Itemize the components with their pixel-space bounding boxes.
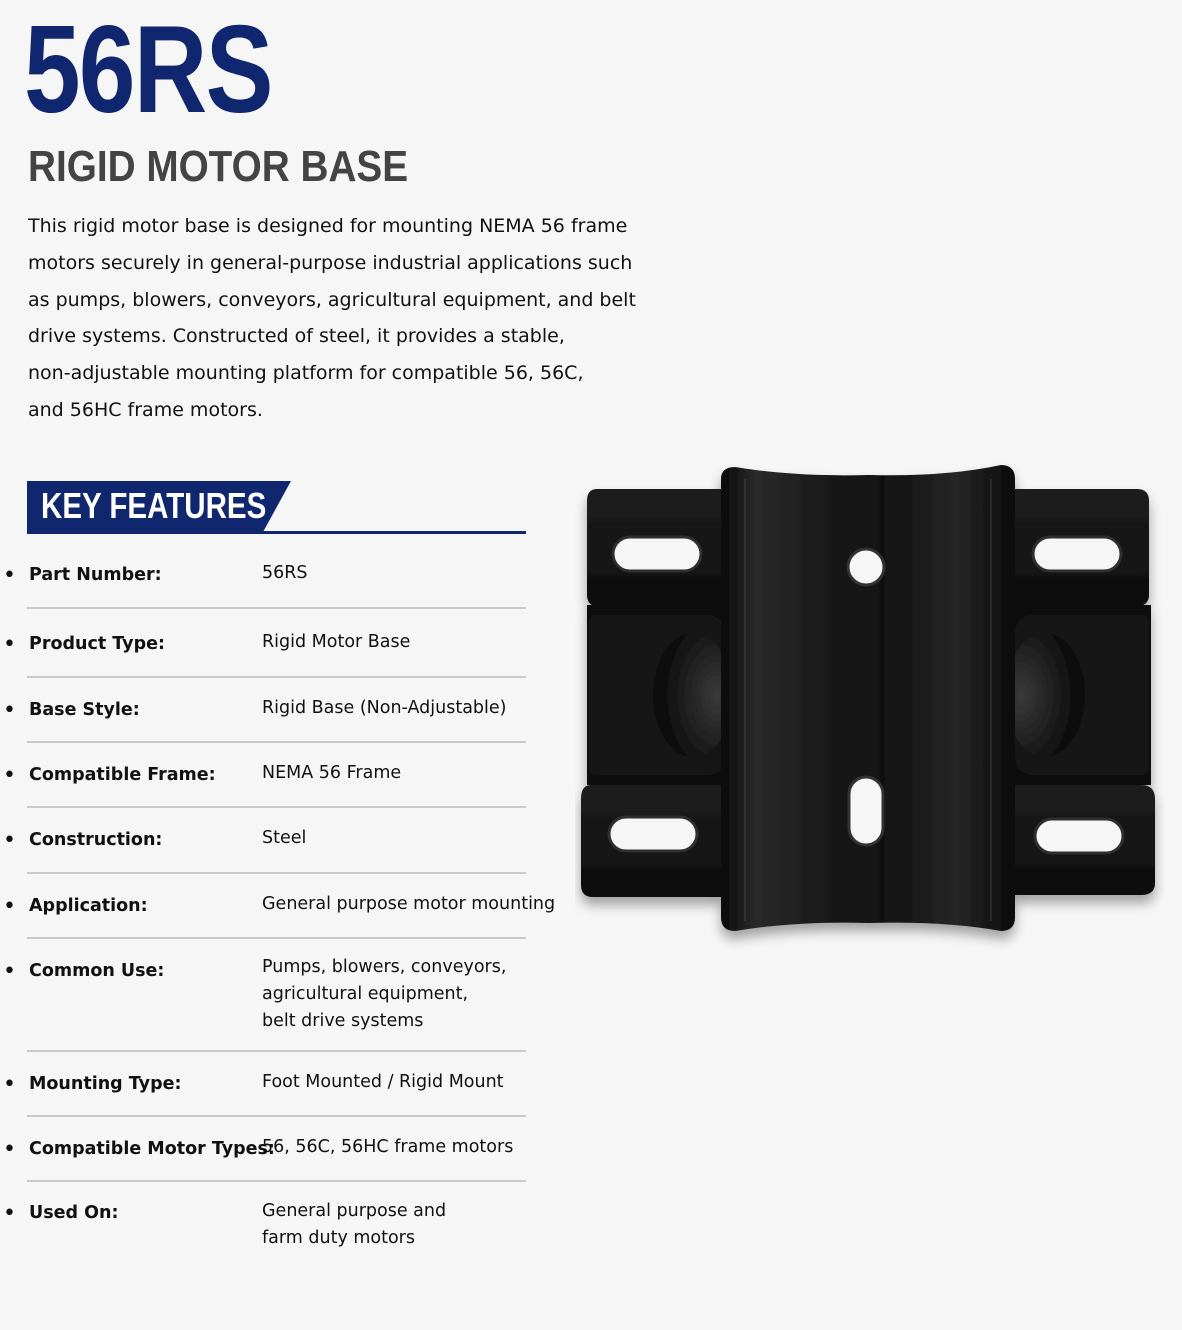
bullet-icon: • — [3, 1137, 16, 1162]
feature-value — [262, 1069, 504, 1096]
description-line: motors securely in general-purpose industrial applications such — [28, 251, 633, 274]
slot-hole-top-right — [1033, 537, 1121, 571]
description-line: as pumps, blowers, conveyors, agricultural equipment, and belt — [28, 288, 636, 311]
feature-label: Part Number: — [29, 565, 162, 585]
slot-hole-top-left — [613, 537, 701, 571]
bullet-icon: • — [3, 959, 16, 984]
round-hole — [848, 549, 884, 585]
center-channel — [721, 465, 1015, 931]
bullet-icon: • — [3, 1201, 16, 1226]
slotted-hole — [849, 777, 883, 845]
row-divider — [27, 806, 526, 808]
row-divider — [27, 937, 526, 939]
feature-label: Mounting Type: — [29, 1074, 182, 1094]
slot-hole-bottom-right — [1035, 819, 1123, 853]
feature-label: Construction: — [29, 830, 163, 850]
bullet-icon: • — [3, 763, 16, 788]
feature-label: Used On: — [29, 1203, 119, 1223]
feature-value-line: General purpose and — [262, 1201, 447, 1221]
description-line: and 56HC frame motors. — [28, 398, 263, 421]
feature-value-line: Rigid Motor Base — [262, 632, 411, 652]
row-divider — [27, 676, 526, 678]
feature-label: Base Style: — [29, 700, 140, 720]
feature-value-line: farm duty motors — [262, 1228, 415, 1248]
bullet-icon: • — [3, 894, 16, 919]
feature-label: Compatible Frame: — [29, 765, 216, 785]
feature-value-line: General purpose motor mounting — [262, 894, 556, 914]
feature-value — [262, 695, 506, 722]
bullet-icon: • — [3, 698, 16, 723]
feature-label: Product Type: — [29, 634, 165, 654]
row-divider — [27, 1050, 526, 1052]
motor-base-image — [575, 455, 1165, 955]
bullet-icon: • — [3, 563, 16, 588]
key-features-underline — [27, 531, 526, 534]
product-description — [28, 208, 636, 429]
feature-value-line: Rigid Base (Non-Adjustable) — [262, 698, 507, 718]
feature-label: Compatible Motor Types: — [29, 1139, 275, 1159]
feature-value-line: NEMA 56 Frame — [262, 763, 402, 783]
feature-value — [262, 1134, 513, 1161]
feature-value-line: Steel — [262, 828, 307, 848]
bullet-icon: • — [3, 1072, 16, 1097]
bullet-icon: • — [3, 828, 16, 853]
row-divider — [27, 1115, 526, 1117]
feature-value — [262, 760, 401, 787]
motor-base-body — [581, 465, 1155, 931]
feature-value — [262, 954, 506, 1035]
row-divider — [27, 1180, 526, 1182]
feature-value-line: Pumps, blowers, conveyors, — [262, 957, 507, 977]
right-bulge — [1005, 633, 1085, 757]
key-features-heading: KEY FEATURES — [41, 485, 267, 526]
product-subtitle: RIGID MOTOR BASE — [28, 142, 409, 191]
feature-value-line: agricultural equipment, — [262, 984, 469, 1004]
feature-value — [262, 891, 555, 918]
key-features-tab-slant — [263, 481, 291, 532]
feature-value — [262, 1198, 446, 1252]
slot-hole-bottom-left — [609, 817, 697, 851]
feature-label: Application: — [29, 896, 148, 916]
feature-value-line: 56, 56C, 56HC frame motors — [262, 1137, 514, 1157]
feature-value-line: belt drive systems — [262, 1011, 424, 1031]
row-divider — [27, 607, 526, 609]
row-divider — [27, 872, 526, 874]
row-divider — [27, 741, 526, 743]
part-number-title: 56RS — [24, 1, 272, 139]
bullet-icon: • — [3, 632, 16, 657]
feature-value — [262, 560, 308, 587]
description-line: drive systems. Constructed of steel, it provides a stable, — [28, 325, 565, 348]
feature-label: Common Use: — [29, 961, 165, 981]
feature-value-line: 56RS — [262, 563, 308, 583]
feature-value — [262, 629, 410, 656]
feature-value-line: Foot Mounted / Rigid Mount — [262, 1072, 504, 1092]
description-line: This rigid motor base is designed for mounting NEMA 56 frame — [28, 215, 628, 237]
feature-value — [262, 825, 306, 852]
key-features-header — [27, 481, 526, 533]
description-line: non-adjustable mounting platform for compatible 56, 56C, — [28, 362, 584, 385]
